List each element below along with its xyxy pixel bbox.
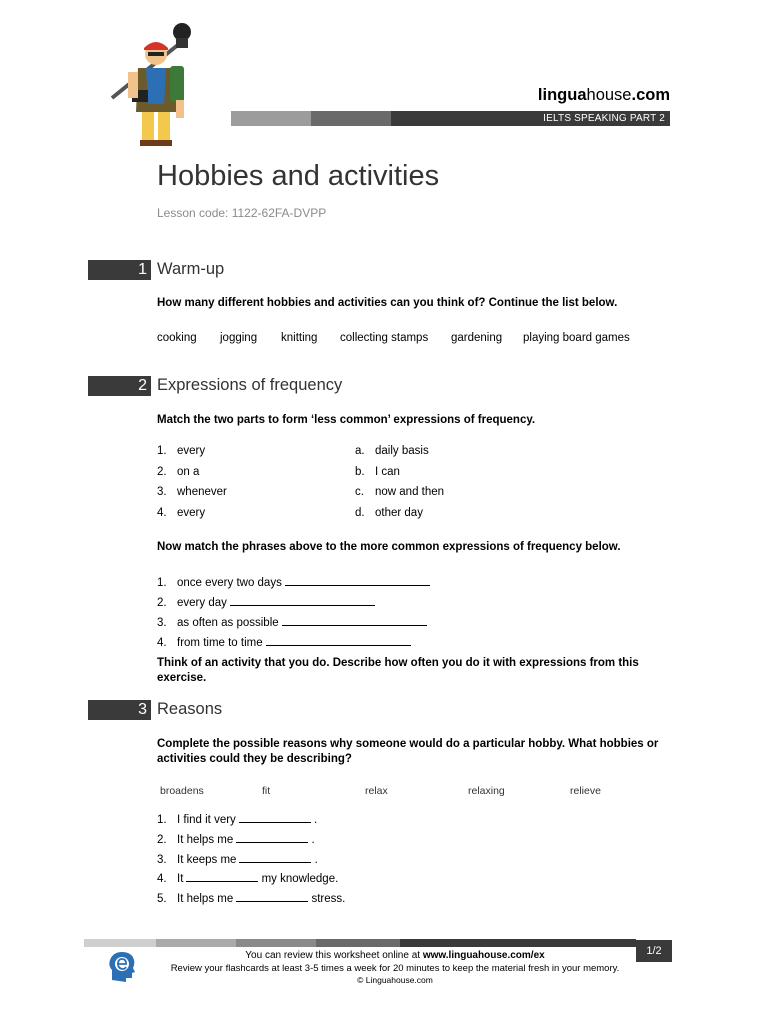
word-item: cooking [157,332,197,344]
match-left-item: 1. every [157,445,206,457]
reason-item: 1. I find it very . [157,811,317,826]
word-bank-item: fit [262,785,271,797]
header-bar-segment [231,111,311,126]
common-expression-item: 1. once every two days [157,574,430,589]
answer-blank[interactable] [230,594,375,606]
answer-blank[interactable] [239,851,311,863]
brand-tld: .com [631,86,670,104]
word-bank-item: relieve [570,785,601,797]
word-item: gardening [451,332,503,344]
section-3-instruction: Complete the possible reasons why someone would do a particular hobby. What hobbies or activities could they be describing? [157,738,659,765]
footer-bar-segment [316,939,400,947]
match-right-item: c. now and then [355,486,445,498]
answer-blank[interactable] [186,870,258,882]
word-bank-item: relax [365,785,388,797]
word-bank-item: relaxing [468,785,505,797]
page-number: 1/2 [636,940,672,962]
section-2-instruction-3: Think of an activity that you do. Describe how often you do it with expressions from this exercise. [157,657,639,684]
linguahouse-head-icon [104,948,140,984]
photographer-illustration [98,20,196,148]
brand-logo [500,86,670,105]
answer-blank[interactable] [266,634,411,646]
section-title-frequency: Expressions of frequency [157,376,343,394]
section-title-reasons: Reasons [157,700,223,718]
word-item: playing board games [523,332,630,344]
section-number-3: 3 [88,700,151,720]
brand-light: house [586,86,632,104]
match-right-item: d. other day [355,507,423,519]
footer-review-line: You can review this worksheet online at www.linguahouse.com/ex [245,950,545,961]
footer-bar-segment [84,939,156,947]
footer-copyright: © Linguahouse.com [357,975,433,985]
word-item: jogging [220,332,258,344]
answer-blank[interactable] [236,890,308,902]
answer-blank[interactable] [239,811,311,823]
word-item: knitting [281,332,318,344]
page-title: Hobbies and activities [157,160,440,192]
answer-blank[interactable] [236,831,308,843]
header-bar-segment [311,111,391,126]
footer-flashcards-line: Review your flashcards at least 3-5 times a week for 20 minutes to keep the material fresh in your memory. [170,963,620,974]
match-left-item: 3. whenever [157,486,227,498]
match-right-item: b. I can [355,466,400,478]
answer-blank[interactable] [285,574,430,586]
common-expression-item: 4. from time to time [157,634,411,649]
footer-bar-segment [236,939,316,947]
reason-item: 4. It my knowledge. [157,870,338,885]
common-expression-item: 3. as often as possible [157,614,427,629]
section-2-instruction: Match the two parts to form ‘less common’ expressions of frequency. [157,414,536,426]
section-1-instruction: How many different hobbies and activities can you think of? Continue the list below. [157,297,618,309]
word-bank-item: broadens [160,785,204,797]
brand-bold: lingua [537,86,587,104]
match-left-item: 4. every [157,507,206,519]
word-item: collecting stamps [340,332,429,344]
section-2-instruction-2: Now match the phrases above to the more common expressions of frequency below. [157,541,621,553]
section-title-warm-up: Warm-up [157,260,225,278]
answer-blank[interactable] [282,614,427,626]
match-right-item: a. daily basis [355,445,429,457]
common-expression-item: 2. every day [157,594,375,609]
section-number-2: 2 [88,376,151,396]
lesson-code: Lesson code: 1122-62FA-DVPP [157,206,327,220]
footer-url[interactable]: www.linguahouse.com/ex [422,950,545,961]
match-left-item: 2. on a [157,466,200,478]
reason-item: 5. It helps me stress. [157,890,345,905]
reason-item: 3. It keeps me . [157,851,318,866]
footer-bar-segment [400,939,636,947]
footer-bar-segment [156,939,236,947]
series-label: IELTS SPEAKING PART 2 [543,113,665,124]
reason-item: 2. It helps me . [157,831,315,846]
section-number-1: 1 [88,260,151,280]
